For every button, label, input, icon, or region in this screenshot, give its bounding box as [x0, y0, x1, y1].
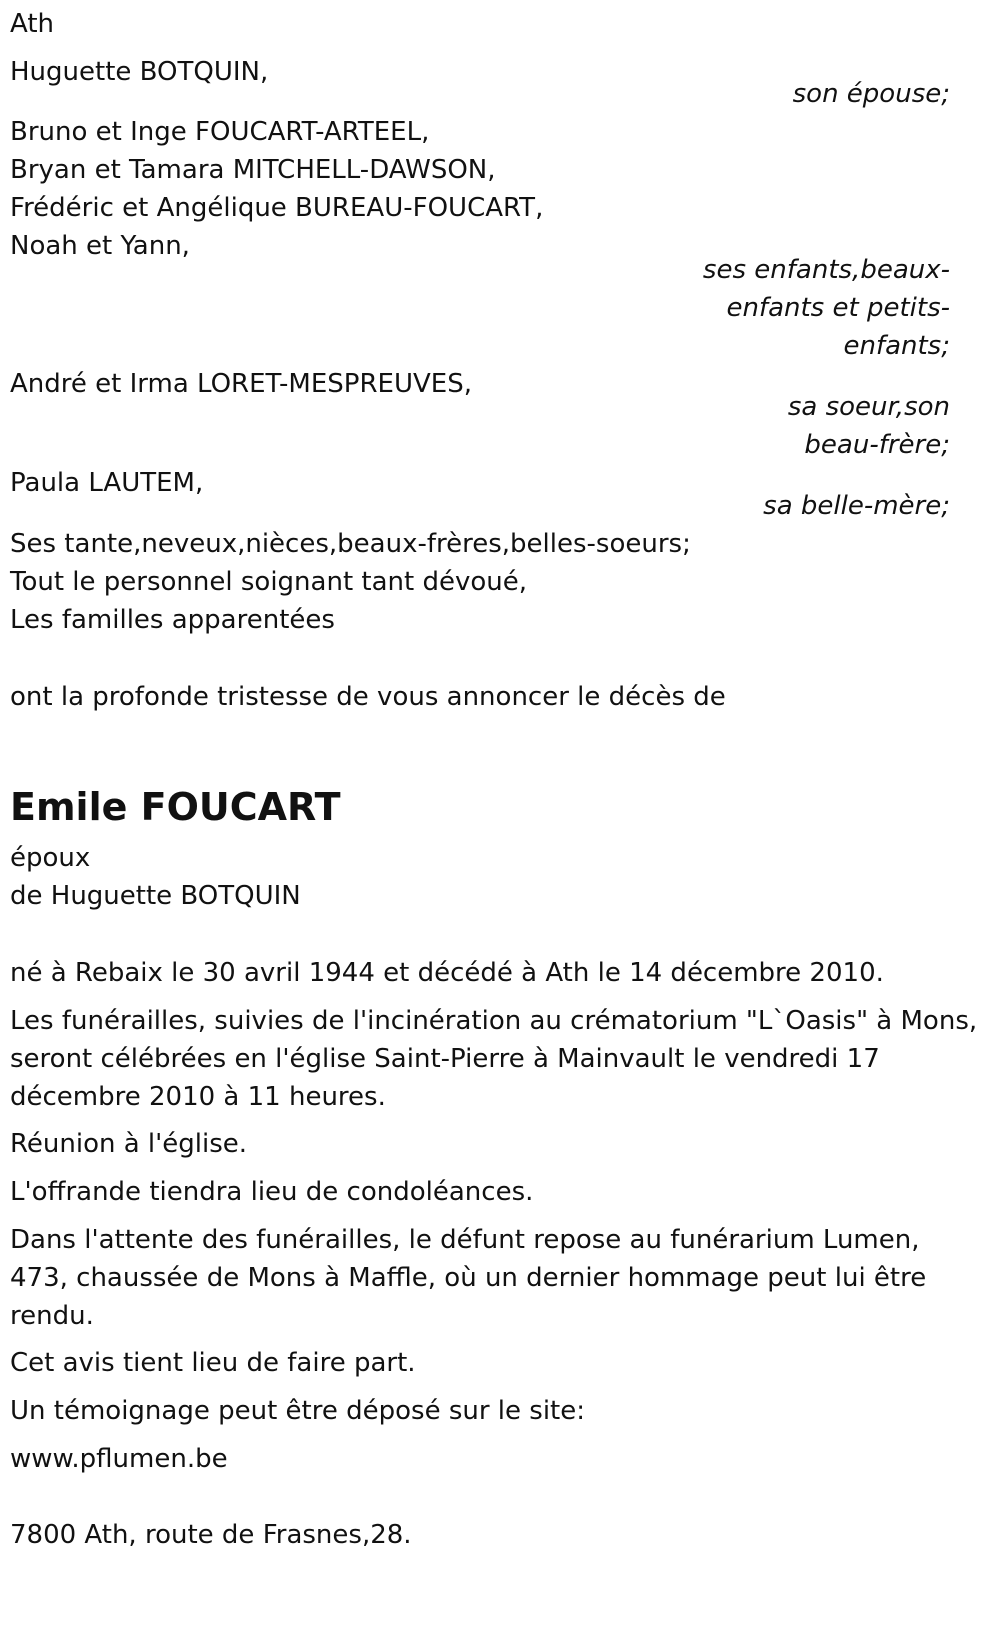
mourner-line: André et Irma LORET-MESPREUVES, [10, 369, 472, 399]
offering-text: L'offrande tiendra lieu de condoléances. [10, 1177, 534, 1207]
other-mourners-line: Ses tante,neveux,nièces,beaux-frères,belles-soeurs; [10, 529, 691, 559]
other-mourners-line: Tout le personnel soignant tant dévoué, [10, 567, 528, 597]
mourner-line: Paula LAUTEM, [10, 468, 204, 498]
website-link[interactable]: www.pflumen.be [10, 1444, 228, 1474]
mourner-line: Bruno et Inge FOUCART-ARTEEL, [10, 117, 430, 147]
funeral-line: seront célébrées en l'église Saint-Pierre à Mainvault le vendredi 17 [10, 1044, 880, 1074]
relation-label: enfants; [843, 331, 950, 361]
spouse-name: de Huguette BOTQUIN [10, 881, 301, 911]
mourner-line: Huguette BOTQUIN, [10, 57, 269, 87]
relation-label: sa soeur,son [787, 392, 950, 422]
mourner-line: Noah et Yann, [10, 231, 190, 261]
deceased-name: Emile FOUCART [10, 785, 341, 829]
city-heading: Ath [10, 9, 55, 39]
address-text: 7800 Ath, route de Frasnes,28. [10, 1520, 412, 1550]
birth-death-text: né à Rebaix le 30 avril 1944 et décédé à Ath le 14 décembre 2010. [10, 958, 884, 988]
notice-text: Cet avis tient lieu de faire part. [10, 1348, 416, 1378]
meeting-text: Réunion à l'église. [10, 1129, 248, 1159]
mourner-line: Frédéric et Angélique BUREAU-FOUCART, [10, 193, 544, 223]
announcement-text: ont la profonde tristesse de vous annoncer le décès de [10, 682, 726, 712]
rest-line: Dans l'attente des funérailles, le défunt repose au funérarium Lumen, [10, 1225, 920, 1255]
funeral-line: décembre 2010 à 11 heures. [10, 1082, 386, 1112]
mourner-line: Bryan et Tamara MITCHELL-DAWSON, [10, 155, 496, 185]
relation-label: son épouse; [792, 79, 950, 109]
relation-label: enfants et petits- [726, 293, 950, 323]
relation-label: ses enfants,beaux- [702, 255, 950, 285]
other-mourners-line: Les familles apparentées [10, 605, 335, 635]
testimony-text: Un témoignage peut être déposé sur le site: [10, 1396, 586, 1426]
rest-line: rendu. [10, 1301, 94, 1331]
funeral-line: Les funérailles, suivies de l'incinération au crématorium "L`Oasis" à Mons, [10, 1006, 978, 1036]
relation-label: beau-frère; [804, 430, 950, 460]
spouse-label: époux [10, 843, 91, 873]
rest-line: 473, chaussée de Mons à Maffle, où un dernier hommage peut lui être [10, 1263, 927, 1293]
relation-label: sa belle-mère; [763, 491, 950, 521]
